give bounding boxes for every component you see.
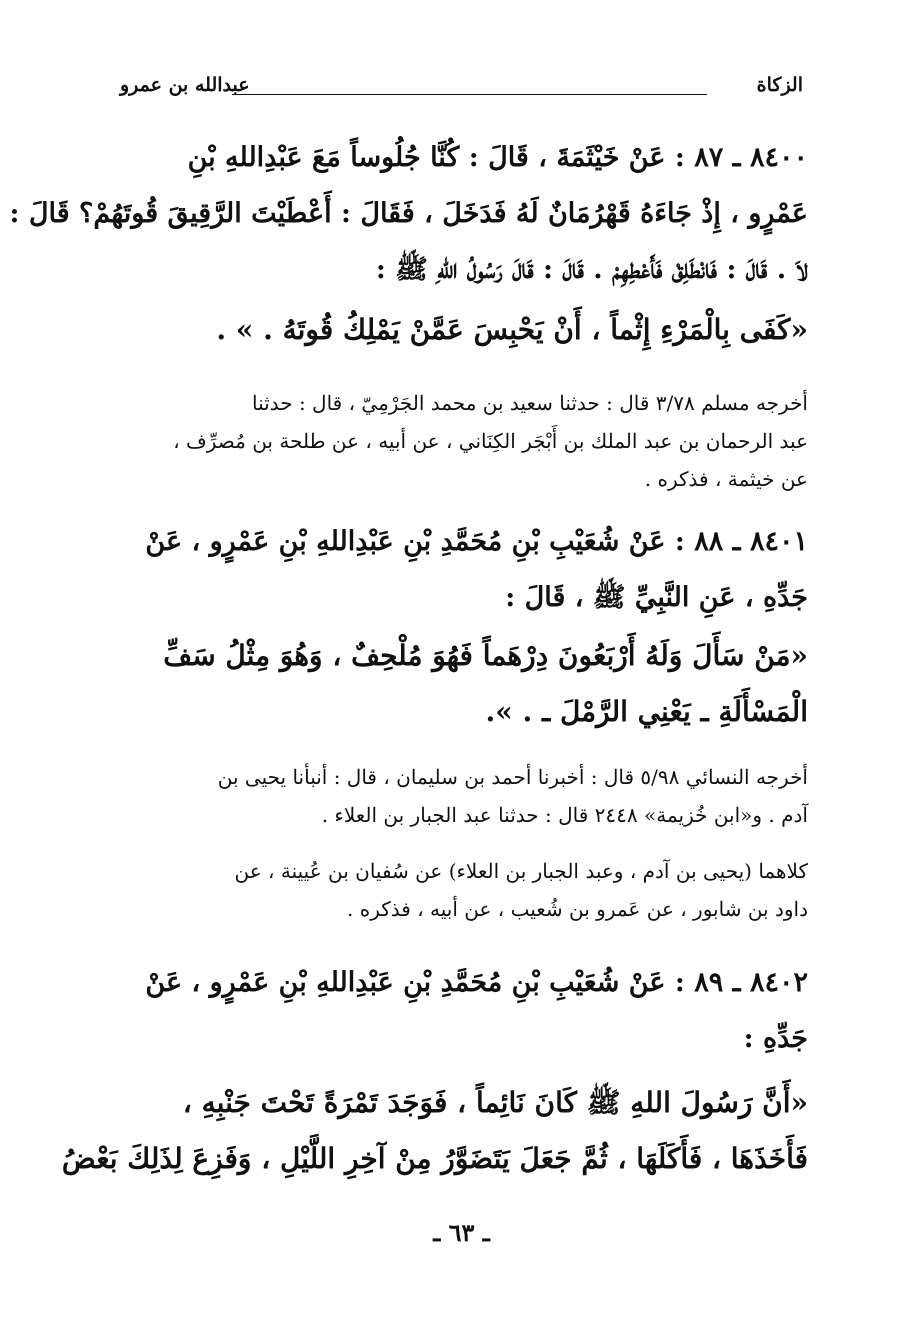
hadith-line: جَدِّهِ ، عَنِ النَّبِيِّ ﷺ ، قَالَ :	[505, 582, 808, 613]
hadith-line: عَمْرٍو ، إِذْ جَاءَهُ قَهْرُمَانٌ لَهُ فَدَخَلَ ، فَقَالَ : أَعْطَيْتَ الرَّقِيقَ قُوتَهُمْ؟ قَالَ :	[9, 198, 808, 229]
page-number: ـ ٦٣ ـ	[433, 1218, 490, 1247]
hadith-8401-takhrij	[118, 758, 808, 834]
note-line: آدم . و«ابن خُزيمة» ٢٤٤٨ قال : حدثنا عبد الجبار بن العلاء .	[321, 803, 808, 827]
hadith-8402-quote	[61, 1075, 808, 1187]
header-book-section: الزكاة	[756, 74, 803, 96]
note-line: عبد الرحمان بن عبد الملك بن أَبْجَر الكِنَاني ، عن أبيه ، عن طلحة بن مُصرِّف ،	[173, 429, 808, 453]
hadith-line: ٨٤٠١ ـ ٨٨ : عَنْ شُعَيْبِ بْنِ مُحَمَّدِ بْنِ عَبْدِاللهِ بْنِ عَمْرٍو ، عَنْ	[145, 526, 808, 557]
hadith-8400	[9, 130, 808, 298]
header-rule	[232, 94, 707, 95]
note-line: أخرجه النسائي ٥/٩٨ قال : أخبرنا أحمد بن سليمان ، قال : أنبأنا يحيى بن	[217, 765, 808, 789]
hadith-line: ٨٤٠٠ ـ ٨٧ : عَنْ خَيْثَمَةَ ، قَالَ : كُنَّا جُلُوساً مَعَ عَبْدِاللهِ بْنِ	[187, 142, 808, 173]
note-line: عن خيثمة ، فذكره .	[644, 467, 808, 491]
hadith-8400-takhrij	[118, 384, 808, 498]
running-header	[120, 72, 803, 104]
header-narrator: عبدالله بن عمرو	[120, 74, 250, 96]
hadith-line: جَدِّهِ :	[743, 1023, 808, 1054]
hadith-8402	[118, 955, 808, 1067]
hadith-8400-quote	[118, 302, 808, 358]
hadith-8401-takhrij-2	[118, 852, 808, 928]
note-line: داود بن شابور ، عن عَمرو بن شُعيب ، عن أبيه ، فذكره .	[347, 897, 808, 921]
note-line: كلاهما (يحيى بن آدم ، وعبد الجبار بن العلاء) عن سُفيان بن عُيينة ، عن	[234, 859, 808, 883]
hadith-line: ٨٤٠٢ ـ ٨٩ : عَنْ شُعَيْبِ بْنِ مُحَمَّدِ بْنِ عَبْدِاللهِ بْنِ عَمْرٍو ، عَنْ	[145, 967, 808, 998]
quote-line: فَأَخَذَهَا ، فَأَكَلَهَا ، ثُمَّ جَعَلَ يَتَضَوَّرُ مِنْ آخِرِ اللَّيْلِ ، وَفَزِعَ لِذَلِكَ بَعْضُ	[61, 1142, 808, 1175]
quote-line: «كَفَى بِالْمَرْءِ إِثْماً ، أَنْ يَحْبِسَ عَمَّنْ يَمْلِكُ قُوتَهُ . » .	[216, 313, 808, 346]
hadith-8401	[118, 514, 808, 626]
quote-line: الْمَسْأَلَةِ ـ يَعْنِي الرَّمْلَ ـ . ».	[485, 695, 808, 728]
hadith-line: لاَ . قَالَ : فَانْطَلِقْ فَأَعْطِهِمْ . قَالَ : قَالَ رَسُولُ اللهِ ﷺ :	[375, 254, 808, 285]
hadith-8401-quote	[118, 628, 808, 740]
quote-line: «أَنَّ رَسُولَ اللهِ ﷺ كَانَ نَائِماً ، فَوَجَدَ تَمْرَةً تَحْتَ جَنْبِهِ ،	[182, 1086, 808, 1119]
quote-line: «مَنْ سَأَلَ وَلَهُ أَرْبَعُونَ دِرْهَماً فَهُوَ مُلْحِفٌ ، وَهُوَ مِثْلُ سَفِّ	[163, 639, 808, 672]
note-line: أخرجه مسلم ٣/٧٨ قال : حدثنا سعيد بن محمد الجَرْمِيّ ، قال : حدثنا	[252, 391, 808, 415]
